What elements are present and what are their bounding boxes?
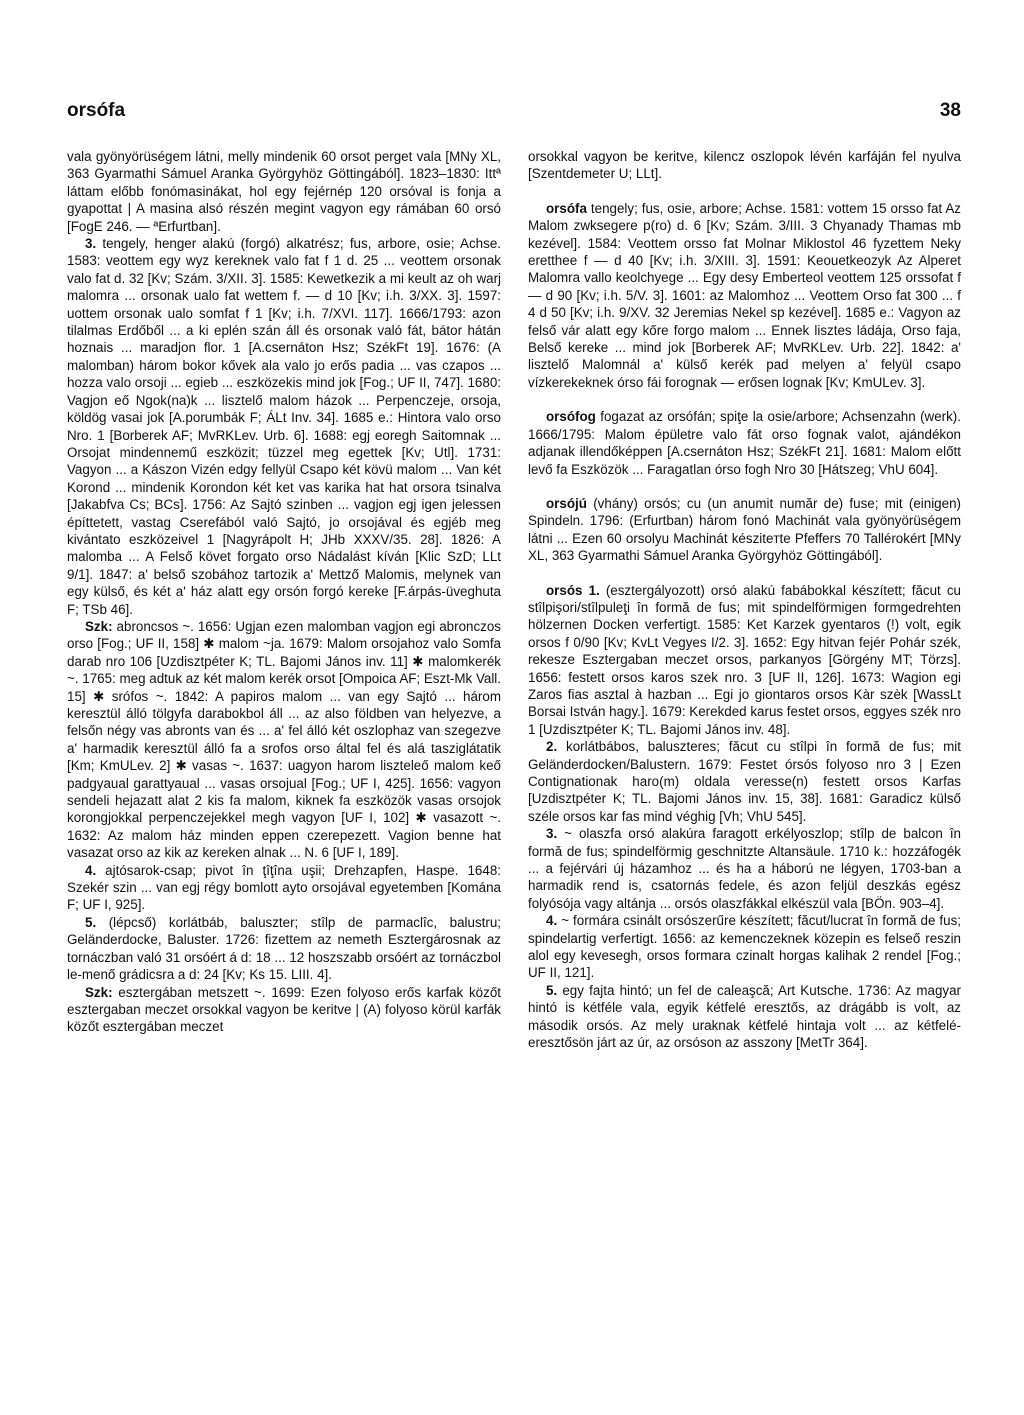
sense-number: 3. [85, 236, 97, 252]
sense-4 [67, 862, 501, 914]
sense-number: 2. [546, 739, 558, 755]
sense-number: 5. [546, 982, 558, 998]
sense-number: 4. [546, 913, 558, 929]
sense-5 [528, 982, 961, 1052]
sense-number: 5. [85, 914, 97, 930]
sense-4 [528, 912, 961, 982]
compounds-block [67, 984, 501, 1036]
entry-orsofog [528, 408, 961, 478]
page-number: 38 [939, 100, 961, 121]
sense-text: tengely, henger alakú (forgó) alkatrész; fus, arbore, osie; Achse. 1583: veottem egy wyz kereknek valo fat f 1 d. 25 ... veottem orsonak valo fat d. 32 [Kv; Szám. 3/XII. 3]. 1585: Kewetkezik a mi keult az oh warj malomra ... orsonak ualo fat wettem f. — d 10 [Kv; i.h. 3/XX. 3]. 1597: uottem orsonak ualo somfat f 1 [Kv; i.h. 7/XVI. 117]. 1666/1793: azon tilalmas Erdőből ... a ki eplén szán áll és orsonak való fát, bátor hátán hoznais ... maradjon flor. 1 [A.csernáton Hsz; SzékFt 19]. 1676: (A malomban) három bokor kővek ala valo jo erős padia ... vas czapos ... hozza valo orsoji ... egieb ... eszközekis mind jok [Fog.; UF II, 747]. 1680: Vagjon eő Ngok(na)k ... lisztelő malom házok ... Perpenczeje, orsoja, köldög vasai jok [A.porumbák F; ÁLt Inv. 34]. 1685 e.: Hintora valo orso Nro. 1 [Borberek AF; MvRKLev. Urb. 6]. 1688: egj eoregh Saitomnak ... Orsojat mindennemű eszközit; tüzzel meg egettek [Kv; Utl]. 1731: Vagyon ... a Kászon Vizén edgy fellyül Csapo két kövü malom ... Van két Korond ... mindenik Korondon két ket vas karika hat hat orsora tsinalva [Jakabfva Cs; BCs]. 1756: Az Sajtó szinben ... vagjon egj igen jelessen építtetett, vastag Cserefából való Sajtó, jo orsojával és egjéb meg kivántato eszközeivel 1 [Nagyrápolt H; JHb XXXV/35. 28]. 1826: A malomba ... A Felső követ forgato orso Nádalást kíván [Klic SzD; LLt 9/1]. 1847: a' belső szobához tartozik a' Mettző Malomis, melynek van egy külső, és két a' ház alatt egy orsón forgó kereke [F.árpás-üveghuta F; TSb 46]. [67, 236, 501, 617]
sense-5 [67, 914, 501, 984]
paragraph: orsokkal vagyon be keritve, kilencz oszlopok lévén karfáján fel nyulva [Szentdemeter U; LLt]. [528, 149, 961, 182]
entry-headword: orsós 1. [546, 582, 600, 598]
compounds-block [67, 618, 501, 862]
sense-number: 4. [85, 862, 97, 878]
sense-text: ~ olaszfa orsó alakúra faragott erkélyoszlop; stîlp de balcon în formă de fus; spindelförmig geschnitzte Altansäule. 1710 k.: hozzáfogék ... a fejérvári új házamhoz ... és ha a háború ne légyen, 1703-ban a harmadik rend is, csatornás fedele, és azon feljül deszkás egész folyósója vagy altánja ... orsós olaszfákkal elkészül vala [BÖn. 903–4]. [528, 826, 961, 911]
running-header [67, 100, 961, 128]
compounds-label: Szk: [85, 618, 113, 634]
entry-headword: orsófa [546, 200, 587, 216]
sense-3 [67, 235, 501, 618]
entry-headword: orsójú [546, 495, 587, 511]
sense-text: egy fajta hintó; un fel de caleaşcă; Art Kutsche. 1736: Az magyar hintó is kétféle vala, egyik kétfelé eresztős, az drágább is volt, az második orsós. Az mely uraknak kétfelé hintaja volt ... az kétfelé-eresztősön járt az úr, az orsóson az asszony [MetTr 364]. [528, 982, 961, 1051]
entry-orsoju [528, 495, 961, 565]
entry-orsos [528, 582, 961, 739]
compounds-label: Szk: [85, 984, 113, 1000]
right-column [528, 148, 961, 1052]
entry-orsofa [528, 200, 961, 391]
entry-text: tengely; fus, osie, arbore; Achse. 1581: vottem 15 orsso fat Az Malom zwksegere p(ro) d. 6 [Kv; Szám. 3/III. 3 Chyanady Thamas mb kezével]. 1584: Veottem orsso fat Molnar Miklostol 46 fyzettem Neky erettheе f — d 40 [Kv; i.h. 3/XIII. 3]. 1591: Keouetkeozyk Az Alperet Malomra vallo keolchyege ... Egy desy Emberteol veottem 125 orssofat f — d 90 [Kv; i.h. 5/V. 3]. 1601: az Malomhoz ... Veottem Orso fat 300 ... f 4 d 50 [Kv; i.h. 9/XV. 32 Jeremias Nekel sp kezével]. 1685 e.: Vagyon az felső vár alatt egy kőre forgo malom ... Ennek lisztes ládája, Orso faja, Belső kereke ... mind jok [Borberek AF; MvRKLev. Urb. 22]. 1842: a' lisztelő Malomnál a' külső kerék pad melyen a' felyül csapo vízkerekeknek órso fái forognak — erősen lognak [Kv; KmULev. 3]. [528, 200, 961, 390]
sense-2 [528, 738, 961, 825]
sense-3 [528, 825, 961, 912]
sense-text: korlátbábos, baluszteres; făcut cu stîlpi în formă de fus; mit Geländerdocken/Balustern. 1679: Festet órsós folyoso nro 3 | Ezen Contignationak haro(m) oldala veresse(n) festett orsos Karfas [Uzdisztpéter K; TL. Bajomi János inv. 15, 38]. 1681: Garadicz külső széle orsos kar fas mind véghig [Vh; VhU 545]. [528, 739, 961, 824]
entry-headword: orsófog [546, 409, 596, 425]
paragraph: vala gyönyörüségem látni, melly mindenik 60 orsot perget vala [MNy XL, 363 Gyarmathi Sámuel Aranka Györgyhöz Göttingából]. 1823–1830: Ittª láttam előbb fonómasinákat, hol egy fejérnép 120 orsóval is fonja a gyapottat | A masina alsó részén megint vagyon egy rámában 60 orsó [FogE 246. — ªErfurtban]. [67, 149, 501, 234]
compounds-text: abroncsos ~. 1656: Ugjan ezen malomban vagjon egi abronczos orso [Fog.; UF II, 158] ✱ malom ~ja. 1679: Malom orsojahoz valo Somfa darab nro 106 [Uzdisztpéter K; TL. Bajomi János inv. 11] ✱ malomkerék ~. 1765: meg adtuk az két malom kerék orsot [Ompoica AF; Eszt-Mk Vall. 15] ✱ srófos ~. 1842: A papiros malom ... van egy Sajtó ... három keresztül álló tölgyfa darabokbol áll ... az also földben van helyezve, a felsőn négy vas abronts van és ... a' fel álló két oszlophaz van szegezve a' harmadik keresztül álló fa a srofos orso által fel és alá tasziglátatik [Km; KmULev. 2] ✱ vasas ~. 1637: uagyon harom lisztelеő malom keő padgyaual garattyaual ... vasas orsojual [Fog.; UF I, 425]. 1656: vagyon sendeli hejazatt alat 2 kis fa malom, kiknek fa eszközök vasas orsojok korongjokkal perpenczejekkel megh vagyon [UF I, 102] ✱ vasazott ~. 1632: Az malom ház minden eppen czerepezett. Vagion benne hat vasazat orso az kik az kereken alnak ... N. 6 [UF I, 189]. [67, 618, 501, 861]
sense-text: ajtósarok-csap; pivot în ţîţîna uşii; Drehzapfen, Haspe. 1648: Szekér szin ... van egj régy bomlott ayto orsojával egyetemben [Kománа F; UF I, 925]. [67, 862, 501, 913]
left-column [67, 148, 501, 1036]
entry-text: (esztergályozott) orsó alakú fabábokkal készített; făcut cu stîlpişori/stîlpuleţi în formă de fus; mit spindelförmigen formgedrehten hölzernen Docken verfertigt. 1585: Ket Karzek gyentaros (!) volt, egik orsos f 0/90 [Kv; KvLt Vegyes I/2. 3]. 1652: Egy hitvan fejér Pohár szék, rekesze Esztergaban meczet orsos, parkanyos [Görgény MT; Törzs]. 1656: festett orsos karos szek nro. 3 [UF II, 126]. 1673: Wagion egi Zaros fias asztal à hazban ... Egi jo giontaros orsos Kàr szèk [WassLt Borsai István hagy.]. 1679: Kerekded karus festet orsos, eggyes szék nro 1 [Uzdisztpéter K; TL. Bajomi János inv. 48]. [528, 582, 961, 737]
entry-text: (vhány) orsós; cu (un anumit număr de) fuse; mit (einigen) Spindeln. 1796: (Erfurtban) három fonó Machinát vala gyönyörüségem látni ... Ezen 60 orsolyu Machinát késziteтte Pfeffers 70 Tallérokért [MNy XL, 363 Gyarmathi Sámuel Aranka Györgyhöz Göttingából]. [528, 495, 961, 564]
running-headword: orsófa [67, 100, 126, 121]
sense-text: (lépcső) korlátbáb, baluszter; stîlp de parmaclîc, balustru; Geländerdocke, Baluster. 1726: fizettem az nemeth Esztergárosnak az tornáczban való 31 orsóért á d: 18 ... 12 hoszszabb orsóért az tornáczbol le-menő grádicsra a d: 24 [Kv; Ks 15. LIII. 4]. [67, 914, 501, 983]
sense-text: ~ formára csinált orsószerűre készített; făcut/lucrat în formă de fus; spindelartig verfertigt. 1656: az kemenczeknek közepin es felseő reszin alol egy kevesegh, orsos formara czinalt horgas kalihak 2 rendel [Fog.; UF II, 121]. [528, 913, 961, 981]
sense-number: 3. [546, 826, 558, 842]
entry-text: fogazat az orsófán; spiţe la osie/arbore; Achsenzahn (werk). 1666/1795: Malom épületre valo fát orso fognak valot, ajándékon adjanak illendőképpen [A.csernáton Hsz; SzékFt 21]. 1681: Malom előtt levő fa Eszközök ... Faragatlan órso fogh Nro 30 [Hátszeg; VhU 604]. [528, 409, 961, 477]
compounds-text: esztergában metszett ~. 1699: Ezen folyoso erős karfak közőt esztergaban meczet orsokkal vagyon be keritve | (A) folyoso körül karfák közőt esztergában meczet [67, 984, 501, 1035]
